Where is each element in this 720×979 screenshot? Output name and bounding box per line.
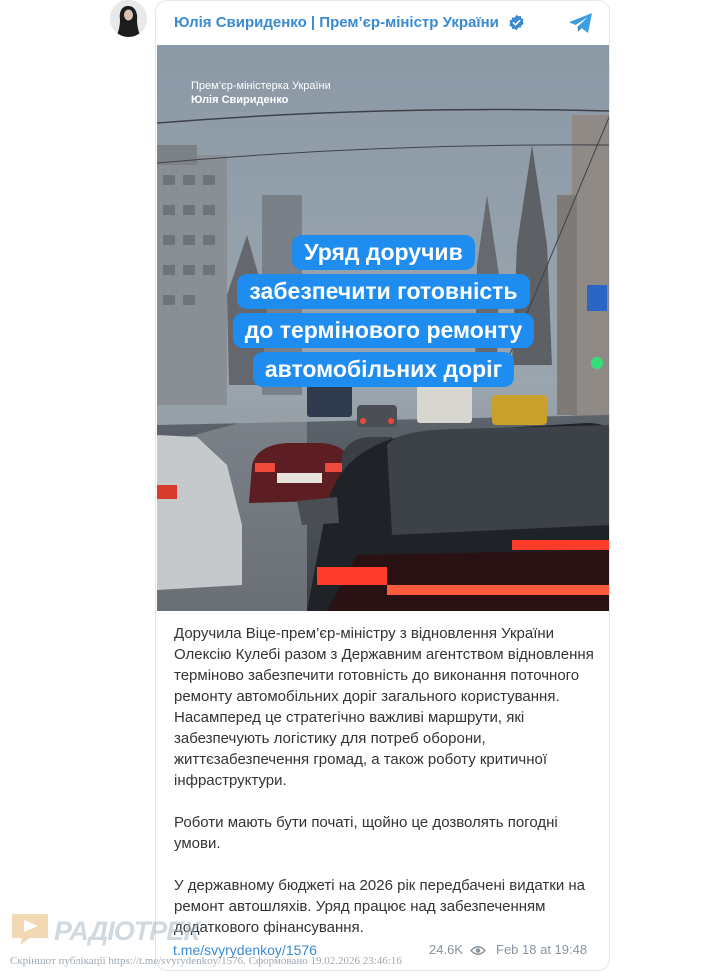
post-paragraph-3: У державному бюджеті на 2026 рік передбачені видатки на ремонт автошляхів. Уряд працює над забезпеченням додаткового фінансування. xyxy=(174,877,585,936)
photo-headline xyxy=(157,235,610,391)
post-header xyxy=(156,1,609,45)
view-count: 24.6K xyxy=(429,942,463,957)
telegram-icon[interactable] xyxy=(568,12,594,34)
headline-line-2: забезпечити готовність xyxy=(237,274,529,309)
radiotrek-watermark-logo xyxy=(10,912,199,948)
channel-avatar[interactable] xyxy=(110,0,147,37)
post-date[interactable]: Feb 18 at 19:48 xyxy=(496,942,588,957)
headline-line-4: автомобільних доріг xyxy=(253,352,514,387)
verified-badge-icon xyxy=(508,14,525,31)
photo-caption-name: Юлія Свириденко xyxy=(191,94,289,106)
radiotrek-logo-icon xyxy=(10,912,50,946)
post-photo[interactable] xyxy=(157,45,610,611)
headline-line-3: до термінового ремонту xyxy=(233,313,535,348)
channel-name[interactable]: Юлія Свириденко | Прем’єр-міністр України xyxy=(174,14,499,31)
telegram-post-card xyxy=(155,0,610,971)
photo-caption-role: Прем’єр-міністерка України xyxy=(191,80,331,92)
post-link[interactable]: t.me/svyrydenkoy/1576 xyxy=(173,942,317,958)
post-paragraph-1: Доручила Віце-прем’єр-міністру з відновлення України Олексію Кулебі разом з Державним агентством відновлення терміново забезпечити готовність до виконання поточного ремонту автомобільних доріг загального користування. Насамперед це стратегічно важливі маршрути, які забезпечують логістику для потреб оборони, життєзабезпечення громад, а також роботу критичної інфраструктури. xyxy=(174,625,594,789)
post-paragraph-2: Роботи мають бути початі, щойно це дозволять погодні умови. xyxy=(174,814,558,852)
eye-icon xyxy=(470,945,486,956)
photo-author-caption xyxy=(191,79,331,107)
headline-line-1: Уряд доручив xyxy=(292,235,474,270)
watermark-brand: РАДІОТРЕК xyxy=(54,916,199,946)
watermark-caption: Скріншот публікації https://t.me/svyrydenkoy/1576. Сформовано 19.02.2026 23:46:16 xyxy=(10,955,402,967)
